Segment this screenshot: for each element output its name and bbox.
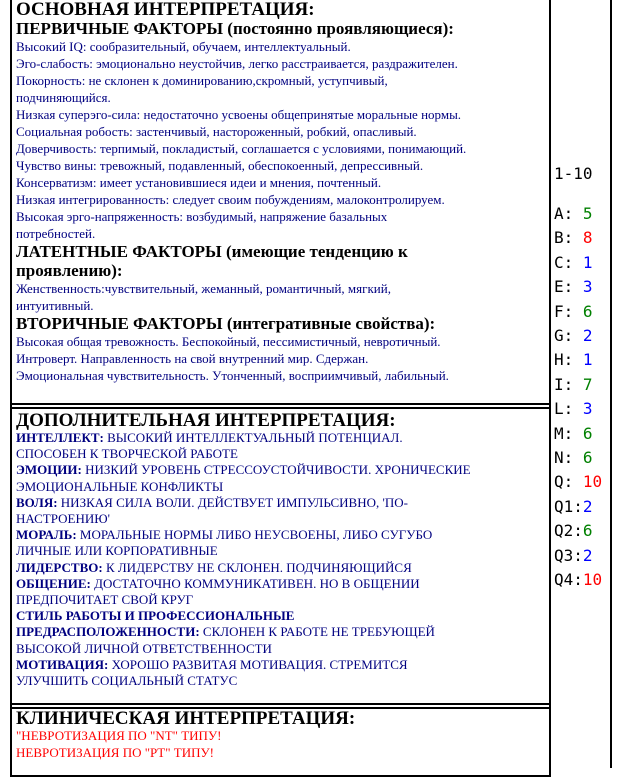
latent-factors-list	[16, 280, 549, 314]
factor-label: Q:	[554, 472, 574, 492]
factor-label: E:	[554, 277, 574, 297]
additional-item-text: ДОСТАТОЧНО КОММУНИКАТИВЕН. НО В ОБЩЕНИИ	[90, 575, 420, 591]
additional-item-label: ВОЛЯ:	[16, 494, 58, 510]
latent-factor-line: интуитивный.	[16, 298, 94, 313]
primary-factor-line: Высокий IQ: сообразительный, обучаем, интеллектуальный.	[16, 39, 351, 54]
score-row	[554, 348, 612, 372]
additional-item-text: ХОРОШО РАЗВИТАЯ МОТИВАЦИЯ. СТРЕМИТСЯ	[108, 656, 408, 672]
secondary-factors-heading: ВТОРИЧНЫЕ ФАКТОРЫ (интегративные свойства):	[16, 314, 436, 333]
additional-interpretation-section	[10, 407, 551, 705]
additional-item	[16, 462, 549, 494]
secondary-factor-line: Интроверт. Направленность на свой внутренний мир. Сдержан.	[16, 351, 369, 366]
primary-factors-heading: ПЕРВИЧНЫЕ ФАКТОРЫ (постоянно проявляющиеся):	[16, 19, 454, 38]
factor-label: F:	[554, 301, 574, 321]
additional-item-text: УЛУЧШИТЬ СОЦИАЛЬНЫЙ СТАТУС	[16, 673, 238, 689]
score-list	[554, 202, 612, 593]
additional-item-text: НАСТРОЕНИЮ'	[16, 511, 110, 527]
primary-factor-line: Доверчивость: терпимый, покладистый, соглашается с условиями, понимающий.	[16, 141, 467, 156]
factor-value: 1	[582, 252, 593, 272]
additional-item-text: ЭМОЦИОНАЛЬНЫЕ КОНФЛИКТЫ	[16, 478, 224, 494]
additional-item-label: МОТИВАЦИЯ:	[16, 656, 109, 672]
score-row	[554, 568, 612, 592]
additional-item-text: СКЛОНЕН К РАБОТЕ НЕ ТРЕБУЮЩЕЙ	[199, 624, 435, 640]
score-row	[554, 519, 612, 543]
factor-value: 10	[582, 472, 603, 492]
factor-value: 2	[582, 326, 593, 346]
main-interpretation-section	[10, 0, 551, 405]
primary-factor-line: Эго-слабость: эмоционально неустойчив, легко расстраивается, раздражителен.	[16, 56, 458, 71]
factor-value: 3	[582, 399, 593, 419]
factor-scores	[554, 163, 612, 593]
additional-item-text: ВЫСОКИЙ ИНТЕЛЛЕКТУАЛЬНЫЙ ПОТЕНЦИАЛ.	[103, 430, 403, 445]
additional-item-text: ЛИЧНЫЕ ИЛИ КОРПОРАТИВНЫЕ	[16, 543, 218, 559]
factor-label: Q1:	[554, 496, 583, 516]
factor-label: Q3:	[554, 545, 583, 565]
factor-label: M:	[554, 423, 574, 443]
additional-item	[16, 430, 549, 462]
factor-label: G:	[554, 326, 574, 346]
factor-value: 7	[582, 374, 593, 394]
additional-item-label: ИНТЕЛЛЕКТ:	[16, 430, 104, 445]
additional-item	[16, 560, 549, 576]
additional-item-label: ПРЕДРАСПОЛОЖЕННОСТИ:	[16, 624, 200, 640]
additional-item	[16, 657, 549, 689]
additional-item-text: НИЗКИЙ УРОВЕНЬ СТРЕССОУСТОЙЧИВОСТИ. ХРОНИЧЕСКИЕ	[81, 462, 471, 478]
primary-factor-line: Высокая эрго-напряженность: возбудимый, напряжение базальных	[16, 209, 388, 224]
additional-item-text: НИЗКАЯ СИЛА ВОЛИ. ДЕЙСТВУЕТ ИМПУЛЬСИВНО, 'ПО-	[57, 494, 408, 510]
additional-item-label: ЛИДЕРСТВО:	[16, 559, 103, 575]
primary-factor-line: Консерватизм: имеет установившиеся идеи и мнения, почтенный.	[16, 175, 382, 190]
factor-label: B:	[554, 228, 574, 248]
additional-item-text: МОРАЛЬНЫЕ НОРМЫ ЛИБО НЕУСВОЕНЫ, ЛИБО СУГУБО	[76, 527, 433, 543]
score-range: 1-10	[554, 164, 593, 183]
factor-label: Q2:	[554, 521, 583, 541]
factor-value: 6	[582, 301, 593, 321]
factor-value: 6	[582, 521, 593, 541]
factor-label: H:	[554, 350, 574, 370]
additional-item	[16, 608, 549, 657]
additional-items-list	[16, 430, 549, 689]
factor-label: L:	[554, 399, 574, 419]
additional-item-text: К ЛИДЕРСТВУ НЕ СКЛОНЕН. ПОДЧИНЯЮЩИЙСЯ	[102, 559, 412, 575]
factor-value: 8	[582, 228, 593, 248]
secondary-factor-line: Эмоциональная чувствительность. Утонченный, восприимчивый, лабильный.	[16, 368, 449, 383]
main-interpretation-title: ОСНОВНАЯ ИНТЕРПРЕТАЦИЯ:	[16, 0, 315, 20]
factor-value: 1	[582, 350, 593, 370]
score-row	[554, 275, 612, 299]
additional-item-text: ПРЕДПОЧИТАЕТ СВОЙ КРУГ	[16, 592, 194, 608]
clinical-line: НЕВРОТИЗАЦИЯ ПО "PT" ТИПУ!	[16, 744, 215, 760]
factor-value: 6	[582, 423, 593, 443]
additional-item	[16, 576, 549, 608]
score-row	[554, 324, 612, 348]
primary-factor-line: Низкая суперэго-сила: недостаточно усвоены общепринятые моральные нормы.	[16, 107, 462, 122]
primary-factor-line: Низкая интегрированность: следует своим побуждениям, малоконтролируем.	[16, 192, 445, 207]
score-row	[554, 226, 612, 250]
additional-item-text: СПОСОБЕН К ТВОРЧЕСКОЙ РАБОТЕ	[16, 446, 238, 462]
primary-factor-line: Покорность: не склонен к доминированию,скромный, уступчивый,	[16, 73, 388, 88]
additional-item-label: СТИЛЬ РАБОТЫ И ПРОФЕССИОНАЛЬНЫЕ	[16, 608, 295, 624]
clinical-interpretation-section	[10, 707, 551, 777]
clinical-line: "НЕВРОТИЗАЦИЯ ПО "NT" ТИПУ!	[16, 728, 222, 743]
factor-label: C:	[554, 252, 574, 272]
factor-value: 5	[582, 204, 593, 223]
latent-factor-line: Женственность:чувствительный, жеманный, романтичный, мягкий,	[16, 281, 391, 296]
factor-label: A:	[554, 204, 574, 223]
additional-item-label: ЭМОЦИИ:	[16, 462, 82, 478]
factor-label: Q4:	[554, 570, 583, 590]
score-row	[554, 495, 612, 519]
clinical-interpretation-title: КЛИНИЧЕСКАЯ ИНТЕРПРЕТАЦИЯ:	[16, 708, 356, 729]
interpretation-column	[10, 0, 551, 768]
primary-factor-line: потребностей.	[16, 226, 96, 241]
primary-factor-line: Чувство вины: тревожный, подавленный, обеспокоенный, депрессивный.	[16, 158, 424, 173]
additional-item-text: ВЫСОКОЙ ЛИЧНОЙ ОТВЕТСТВЕННОСТИ	[16, 640, 272, 656]
score-row	[554, 397, 612, 421]
clinical-lines-list	[16, 728, 549, 761]
additional-item-label: ОБЩЕНИЕ:	[16, 575, 91, 591]
factor-value: 10	[582, 570, 603, 590]
score-row	[554, 300, 612, 324]
factor-value: 6	[582, 448, 593, 468]
score-row	[554, 373, 612, 397]
secondary-factor-line: Высокая общая тревожность. Беспокойный, пессимистичный, невротичный.	[16, 334, 441, 349]
score-row	[554, 202, 612, 226]
additional-item	[16, 495, 549, 527]
score-row	[554, 251, 612, 275]
additional-item	[16, 527, 549, 559]
additional-interpretation-title: ДОПОЛНИТЕЛЬНАЯ ИНТЕРПРЕТАЦИЯ:	[16, 410, 396, 431]
score-row	[554, 446, 612, 470]
primary-factors-list	[16, 38, 549, 242]
score-row	[554, 422, 612, 446]
factor-value: 2	[582, 496, 593, 516]
factor-label: I:	[554, 374, 574, 394]
factor-value: 3	[582, 277, 593, 297]
primary-factor-line: Социальная робость: застенчивый, настороженный, робкий, опасливый.	[16, 124, 417, 139]
primary-factor-line: подчиняющийся.	[16, 90, 111, 105]
factor-label: N:	[554, 448, 574, 468]
score-row	[554, 544, 612, 568]
score-row	[554, 470, 612, 494]
additional-item-label: МОРАЛЬ:	[16, 527, 77, 543]
latent-factors-heading: ЛАТЕНТНЫЕ ФАКТОРЫ (имеющие тенденцию к проявлению):	[16, 242, 408, 280]
secondary-factors-list	[16, 333, 549, 384]
factor-value: 2	[582, 545, 593, 565]
